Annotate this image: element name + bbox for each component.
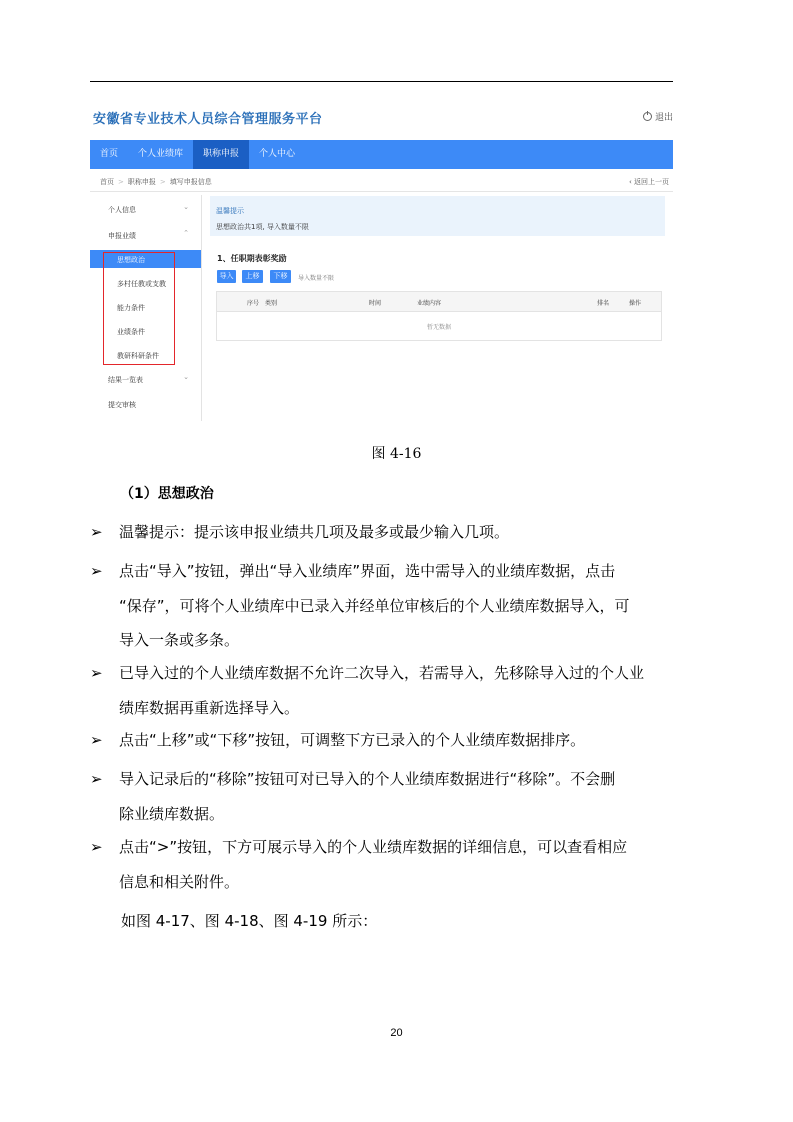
nav-performance-library[interactable]: 个人业绩库: [138, 149, 184, 159]
sidebar-item-label: 提交审核: [108, 401, 136, 409]
move-down-button[interactable]: 下移: [270, 270, 291, 283]
paragraph-line: 点击“导入”按钮，弹出“导入业绩库”界面，选中需导入的业绩库数据，点击: [119, 562, 616, 580]
nav-personal-center[interactable]: 个人中心: [259, 149, 296, 159]
sidebar-item-label: 能力条件: [117, 304, 145, 312]
sidebar-item-label: 多村任教或支教: [117, 280, 166, 288]
sidebar-item-personal-info[interactable]: [90, 200, 201, 218]
paragraph-line: “保存”，可将个人业绩库中已录入并经单位审核后的个人业绩库数据导入，可: [119, 596, 630, 615]
power-icon: [643, 112, 652, 121]
paragraph-line: 信息和相关附件。: [119, 872, 240, 891]
sidebar-item-results[interactable]: [90, 370, 201, 388]
col-time: 时间: [369, 300, 382, 307]
paragraph-line: 导入记录后的“移除”按钮可对已导入的个人业绩库数据进行“移除”。不会删: [119, 770, 616, 788]
sidebar-item-label: 思想政治: [117, 256, 145, 264]
bullet-icon: ➢: [90, 731, 103, 749]
paragraph-line: 除业绩库数据。: [119, 804, 225, 823]
tip-text: 思想政治共1项, 导入数量不限: [216, 223, 309, 231]
highlight-box: [103, 252, 175, 365]
table-header: [217, 292, 661, 312]
sidebar-item-label: 业绩条件: [117, 328, 145, 336]
paragraph-line: 导入一条或多条。: [119, 631, 240, 649]
bullet-icon: ➢: [90, 523, 103, 541]
paragraph-line: 点击“>”按钮，下方可展示导入的个人业绩库数据的详细信息，可以查看相应: [119, 838, 628, 856]
breadcrumb-application[interactable]: 职称申报: [127, 178, 156, 186]
breadcrumb-home[interactable]: 首页: [100, 178, 114, 186]
sidebar-item-submit[interactable]: [90, 395, 201, 413]
divider: [90, 191, 673, 192]
main-nav: [90, 140, 673, 169]
paragraph-line: 点击“上移”或“下移”按钮，可调整下方已录入的个人业绩库数据排序。: [119, 731, 586, 749]
logout-label: 退出: [654, 113, 673, 123]
nav-title-application[interactable]: 职称申报: [193, 140, 249, 169]
sidebar-item-performance[interactable]: [90, 226, 201, 244]
col-actions: 操作: [629, 300, 642, 307]
chevron-up-icon: ⌃: [183, 229, 189, 237]
breadcrumb: 首页 > 职称申报 > 填写申报信息 ‹ 返回上一页: [100, 178, 669, 186]
breadcrumb-current: 填写申报信息: [169, 178, 212, 186]
bullet-icon: ➢: [90, 562, 103, 580]
bullet-icon: ➢: [90, 664, 103, 682]
performance-table: [216, 291, 662, 341]
bullet-icon: ➢: [90, 838, 103, 856]
paragraph-line: 已导入过的个人业绩库数据不允许二次导入，若需导入，先移除导入过的个人业: [119, 664, 645, 682]
page-number: 20: [390, 1027, 403, 1039]
paragraph-line: 绩库数据再重新选择导入。: [119, 698, 300, 717]
import-button[interactable]: 导入: [217, 270, 236, 283]
nav-home[interactable]: 首页: [100, 149, 119, 159]
tip-title: 温馨提示: [216, 207, 244, 215]
tip-box: [210, 196, 665, 236]
back-label: 返回上一页: [634, 178, 669, 186]
sidebar-item-label: 申报业绩: [108, 232, 136, 240]
chevron-down-icon: ⌄: [183, 373, 189, 381]
back-link[interactable]: [629, 177, 669, 187]
logout-button[interactable]: [643, 110, 673, 123]
chevron-left-icon: ‹: [628, 178, 634, 186]
chevron-down-icon: ⌄: [183, 203, 189, 211]
app-title: 安徽省专业技术人员综合管理服务平台: [93, 112, 323, 127]
col-category: 类别: [265, 300, 278, 307]
col-content: 业绩内容: [417, 300, 442, 307]
col-index: 序号: [247, 300, 260, 307]
bullet-icon: ➢: [90, 770, 103, 788]
header-rule: [90, 81, 673, 82]
platform-screenshot: [90, 95, 673, 421]
table-empty: 暂无数据: [426, 324, 451, 331]
section-title: 1、任职期表彰奖励: [217, 254, 287, 263]
col-rank: 排名: [597, 300, 610, 307]
figure-caption: 图 4-16: [371, 446, 422, 462]
section-heading: （1）思想政治: [120, 486, 214, 502]
sidebar-item-label: 教研科研条件: [117, 352, 159, 360]
move-up-button[interactable]: 上移: [242, 270, 263, 283]
closing-text: 如图 4-17、图 4-18、图 4-19 所示：: [121, 912, 378, 930]
paragraph-line: 温馨提示：提示该申报业绩共几项及最多或最少输入几项。: [119, 523, 510, 541]
sidebar-item-label: 个人信息: [108, 206, 136, 214]
import-hint: 导入数量不限: [298, 275, 335, 282]
sidebar-item-label: 结果一览表: [108, 376, 143, 384]
